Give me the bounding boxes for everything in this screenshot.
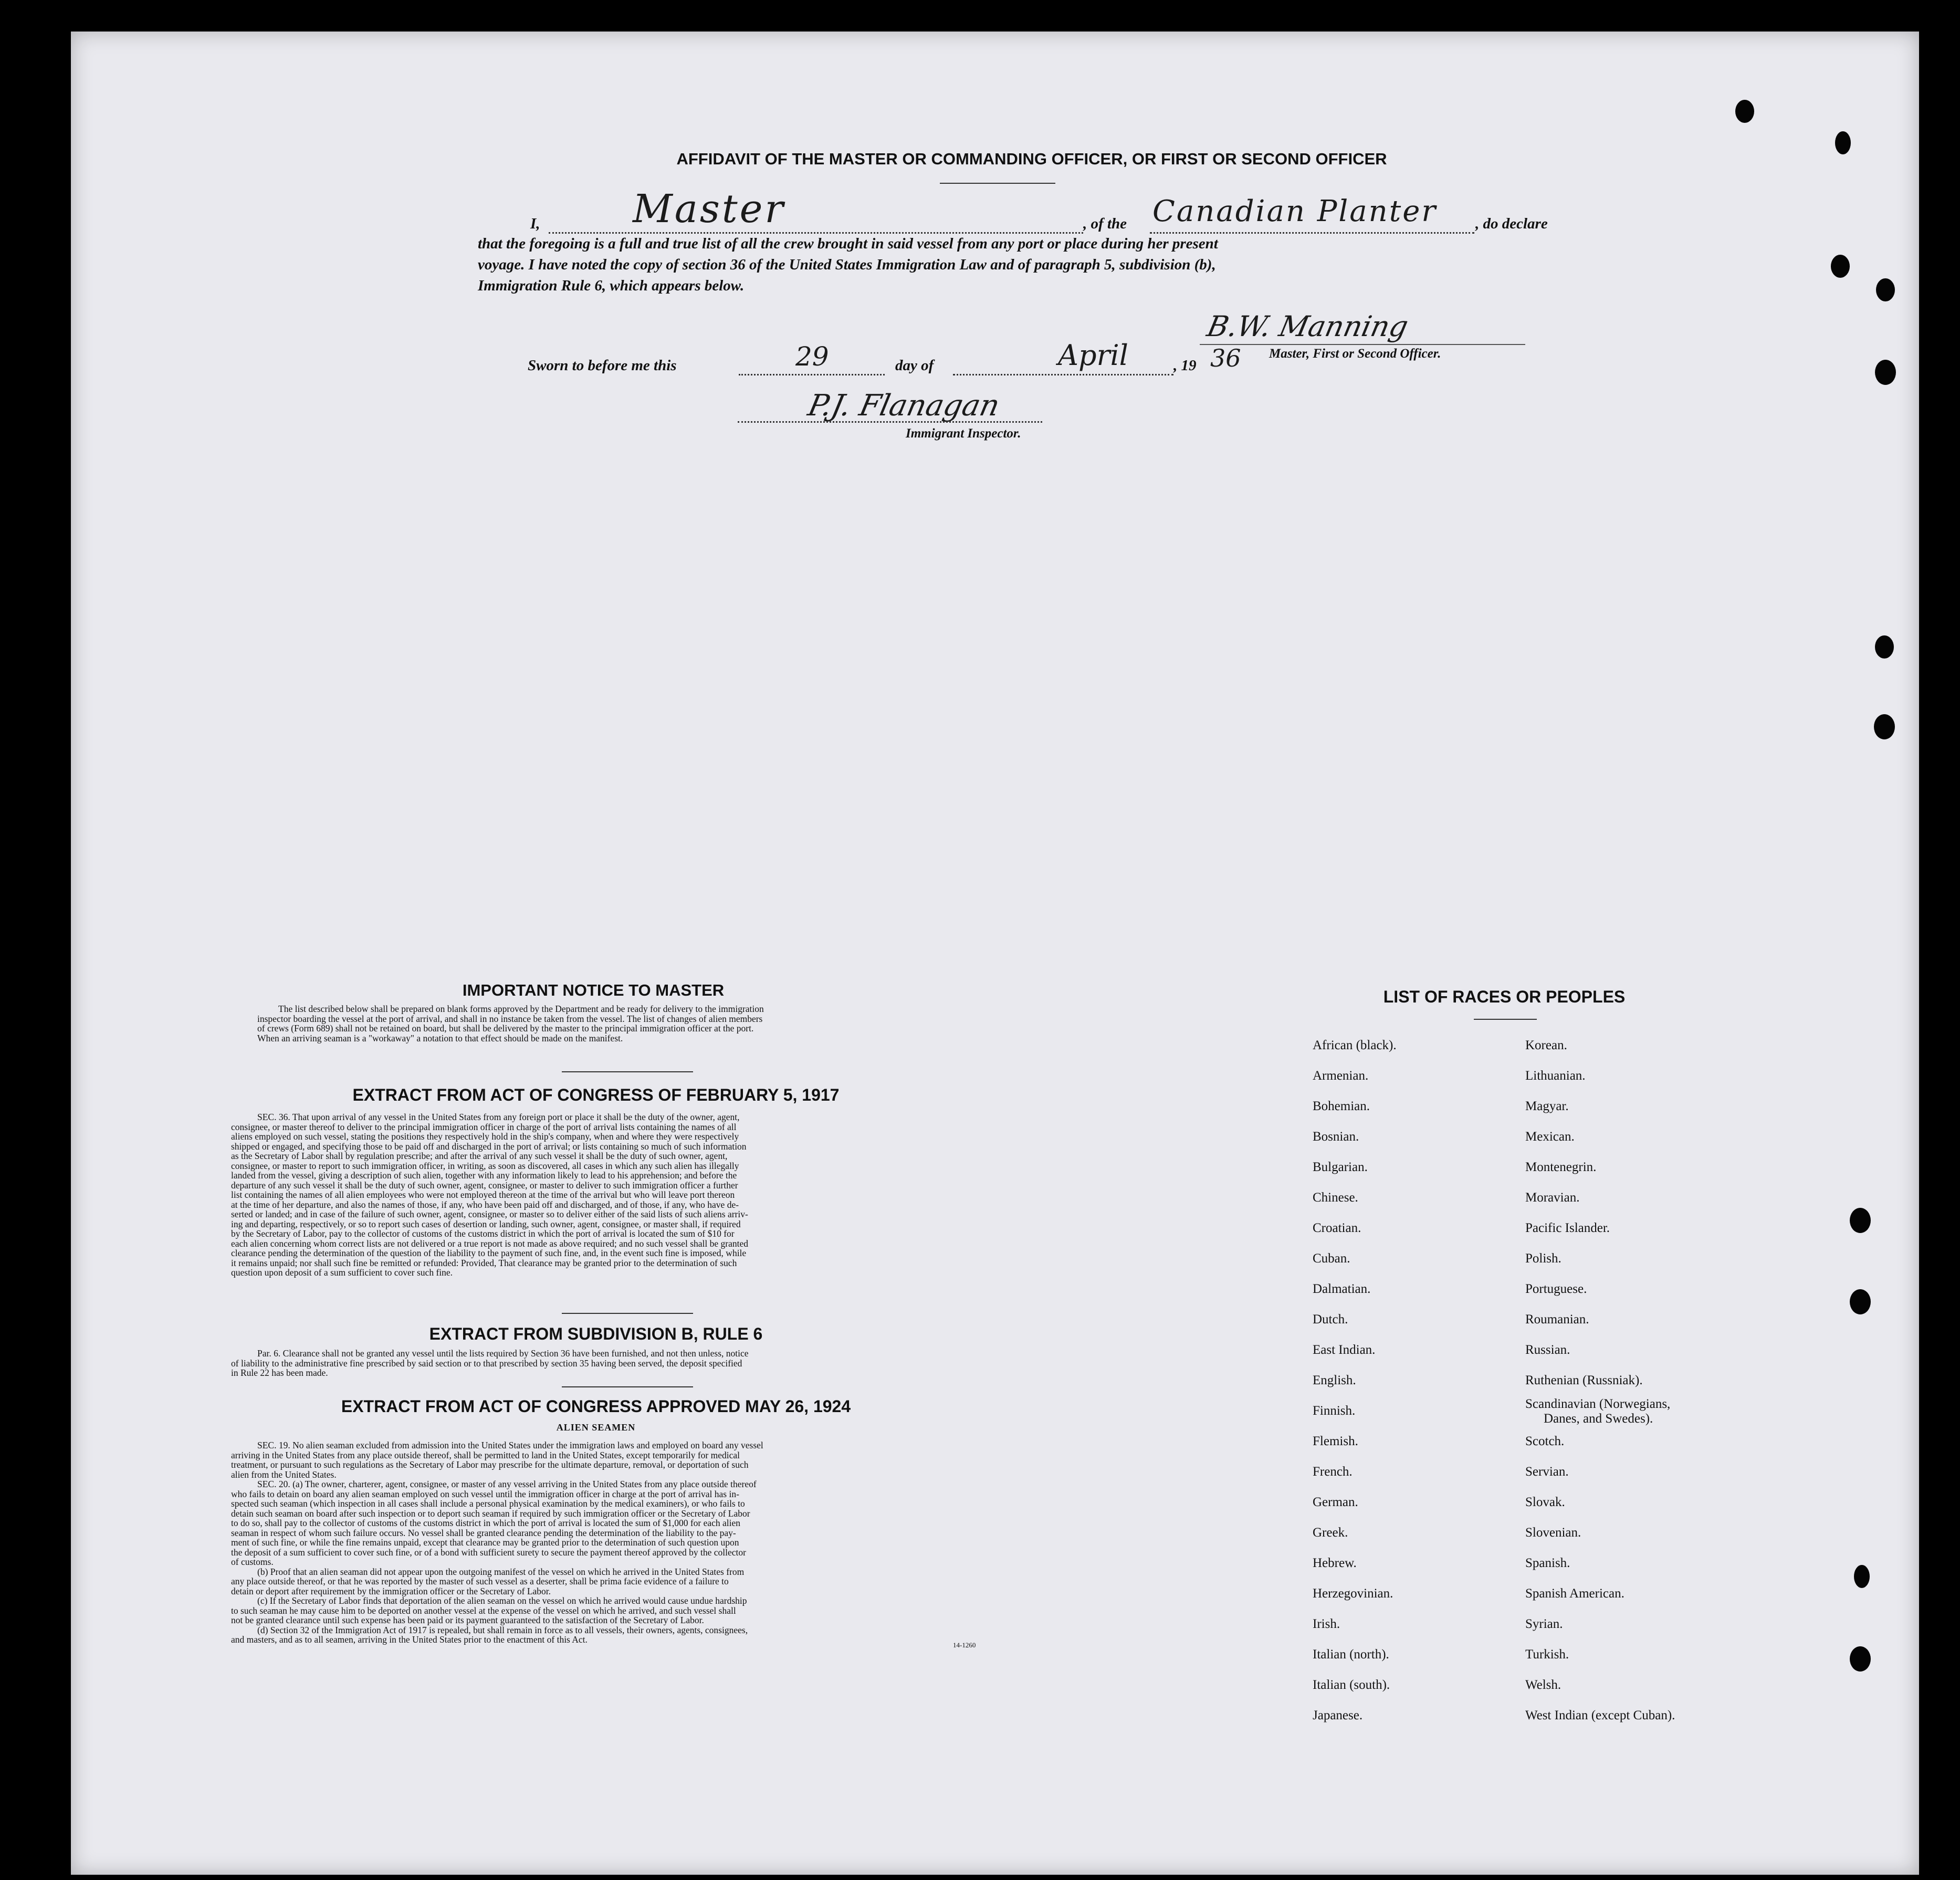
punch-hole [1875,360,1896,385]
extract-1924-line: detain such seaman on board after such inspection or to deport such seaman if required by such immigration officer or the Secretary of Labor [231,1508,750,1519]
race-item: Welsh. [1525,1678,1561,1692]
sworn-year: 36 [1210,344,1241,372]
race-item: French. [1313,1465,1353,1479]
race-item: African (black). [1313,1038,1397,1052]
day-line [739,374,885,375]
sworn-month: April [1058,339,1128,372]
extract-1917-line: each alien concerning whom correct lists are not delivered or a true report is not made as above required; and no such vessel shall be granted [231,1238,748,1249]
extract-1924-line: who fails to detain on board any alien seaman employed on such vessel until the immigration officer in charge at the port of arrival has in- [231,1488,739,1499]
extract-rule6-title: EXTRACT FROM SUBDIVISION B, RULE 6 [429,1324,763,1343]
notice-line: The list described below shall be prepared on blank forms approved by the Department and be ready for delivery to the immigration [278,1004,764,1014]
race-item: Italian (north). [1313,1647,1389,1662]
extract-1924-body [231,1440,992,1645]
extract-1917-line: by the Secretary of Labor, pay to the collector of customs of the customs district in which the port of arrival is located the sum of $10 for [231,1228,735,1239]
race-item: Montenegrin. [1525,1160,1597,1174]
extract-1924-line: to such seaman he may cause him to be deported on another vessel at the expense of the vessel on which he arrived, and such vessel shall [231,1605,736,1616]
punch-hole [1850,1208,1871,1233]
race-item: Bohemian. [1313,1099,1370,1113]
race-item: Moravian. [1525,1190,1580,1205]
extract-1924-line: to do so, shall pay to the collector of customs of the customs district in which the port of arrival is located the sum of $1,000 for each alien [231,1518,741,1528]
race-item: Servian. [1525,1465,1569,1479]
affidavit-title: AFFIDAVIT OF THE MASTER OR COMMANDING OFFICER, OR FIRST OR SECOND OFFICER [676,150,1387,168]
extract-1917-body [231,1112,992,1278]
race-item: Mexican. [1525,1130,1575,1144]
declaration-line-2: voyage. I have noted the copy of section 36 of the United States Immigration Law and of paragraph 5, subdivision (b), [478,256,1216,273]
notice-line: of crews (Form 689) shall not be retained on board, but shall be delivered by the master to the principal immigration officer at the port. [257,1023,754,1033]
extract-1917-line: departure of any such vessel it shall be the duty of such owner, agent, consignee, or master to deliver to such immigration officer a further [231,1179,738,1190]
extract-1924-line: SEC. 20. (a) The owner, charterer, agent, consignee, or master of any vessel arriving in the United States from any place outside thereof [257,1479,757,1489]
punch-hole [1854,1565,1870,1588]
race-item: Slovenian. [1525,1526,1581,1540]
race-item: Portuguese. [1525,1282,1587,1296]
notice-title: IMPORTANT NOTICE TO MASTER [462,981,725,999]
race-item: Bosnian. [1313,1130,1359,1144]
declaration-line-1: that the foregoing is a full and true list of all the crew brought in said vessel from any port or place during her present [478,235,1218,252]
punch-hole [1875,635,1894,659]
extract-1917-title: EXTRACT FROM ACT OF CONGRESS OF FEBRUARY 5, 1917 [352,1085,840,1104]
title-divider [940,183,1055,184]
extract-1917-line: consignee, or master to report to such immigration officer, in writing, as soon as discovered, all cases in which any such alien has illegally [231,1160,739,1171]
extract-1924-line: alien from the United States. [231,1469,337,1480]
extract-rule6-line: in Rule 22 has been made. [231,1367,328,1378]
extract-1917-line: at the time of her departure, and also the names of those, if any, who have been paid off and discharged, and of those, if any, who have de- [231,1199,739,1210]
race-item: East Indian. [1313,1343,1376,1357]
extract-1924-line: spected such seaman (which inspection in all cases shall include a personal physical examination by the medical examiners), or who fails to [231,1498,745,1509]
extract-1924-line: detain or deport after requirement by the immigration officer or the Secretary of Labor. [231,1585,551,1596]
extract-1924-title: EXTRACT FROM ACT OF CONGRESS APPROVED MAY 26, 1924 [341,1397,851,1416]
extract-rule6-line: Par. 6. Clearance shall not be granted any vessel until the lists required by Section 36 have been furnished, and not then unless, notice [257,1348,749,1359]
extract-1924-line: treatment, or pursuant to such regulations as the Secretary of Labor may prescribe for the ultimate departure, removal, or deportation of such [231,1459,749,1470]
races-title-divider [1474,1019,1537,1020]
extract-1924-line: the deposit of a sum sufficient to cover such fine, or of a bond with sufficient surety to secure the payment thereof approved by the collector [231,1547,746,1558]
punch-hole [1831,255,1850,278]
extract-1917-line: serted or landed; and in case of the failure of such owner, agent, consignee, or master so to deliver either of the said lists of such aliens arriv- [231,1209,748,1219]
notice-line: When an arriving seaman is a "workaway" a notation to that effect should be made on the manifest. [257,1032,623,1043]
race-item: Chinese. [1313,1190,1358,1205]
race-item: Armenian. [1313,1069,1369,1083]
extract-1924-line: seaman in respect of whom such failure occurs. No vessel shall be granted clearance pending the determination of the liability to the pay- [231,1527,736,1538]
form-number: 14-1260 [953,1641,976,1649]
year-prefix: , 19 [1173,357,1197,374]
extract-1924-line: (c) If the Secretary of Labor finds that deportation of the alien seaman on the vessel on which he arrived would cause undue hardship [257,1595,747,1606]
race-item: West Indian (except Cuban). [1525,1708,1675,1722]
of-the-label: , of the [1083,215,1127,232]
extract-1924-subtitle: ALIEN SEAMEN [556,1422,636,1433]
race-item: Scandinavian (Norwegians, [1525,1397,1671,1411]
vessel-line [1150,232,1474,234]
race-item: Korean. [1525,1038,1567,1052]
race-item: Irish. [1313,1617,1340,1631]
rank-line [549,232,1083,234]
master-signature: B.W. Manning [1204,310,1411,343]
race-item: English. [1313,1373,1356,1387]
extract-1917-line: list containing the names of all alien employees who were not employed thereon at the time of the arrival but who will leave port thereon [231,1189,735,1200]
race-item: Danes, and Swedes). [1544,1412,1653,1426]
extract-1917-line: question upon deposit of a sum sufficient to cover such fine. [231,1267,453,1278]
inspector-signature: P.J. Flanagan [805,389,1003,423]
document-page [71,32,1919,1875]
extract-1924-line: not be granted clearance until such expense has been paid or its payment guaranteed to the satisfaction of the Secretary of Labor. [231,1615,704,1625]
race-item: Greek. [1313,1526,1348,1540]
extract-1924-line: of customs. [231,1557,274,1567]
race-item: Pacific Islander. [1525,1221,1610,1235]
punch-hole [1850,1289,1871,1314]
extract-1924-line: and masters, and as to all seamen, arriving in the United States prior to the enactment of this Act. [231,1634,588,1645]
punch-hole [1876,278,1895,301]
extract-1917-line: consignee, or master thereof to deliver to the principal immigration officer in charge of the port of arrival lists containing the names of all [231,1121,737,1132]
extract-1917-line: clearance pending the determination of the question of the liability to the payment of such fine, and, in the event such fine is imposed, while [231,1248,747,1258]
rank-handwriting: Master [633,186,785,232]
extract-1924-line: any place outside thereof, or that he was reported by the master of such vessel as a deserter, shall be prima facie evidence of a failure to [231,1576,729,1586]
race-item: Roumanian. [1525,1312,1589,1327]
inspector-signature-line [738,421,1042,423]
race-item: Spanish American. [1525,1586,1624,1601]
race-item: Spanish. [1525,1556,1570,1570]
i-label: I, [530,215,540,232]
race-item: Italian (south). [1313,1678,1390,1692]
day-of-label: day of [895,357,934,374]
race-item: Syrian. [1525,1617,1563,1631]
notice-line: inspector boarding the vessel at the port of arrival, and shall in no instance be taken from the vessel. The list of changes of alien members [257,1013,763,1024]
sworn-day: 29 [795,341,829,372]
punch-hole [1874,714,1895,739]
vessel-handwriting: Canadian Planter [1152,194,1438,228]
race-item: Turkish. [1525,1647,1569,1662]
do-declare-label: , do declare [1475,215,1548,232]
race-item: Herzegovinian. [1313,1586,1393,1601]
extract-1917-line: landed from the vessel, giving a description of such alien, together with any information likely to lead to his apprehension; and before the [231,1170,737,1181]
notice-body [257,1004,987,1043]
race-item: Finnish. [1313,1404,1356,1418]
master-caption: Master, First or Second Officer. [1269,347,1441,361]
master-signature-line [1200,344,1525,345]
punch-hole [1835,131,1851,154]
section-divider [562,1386,693,1387]
extract-1924-line: SEC. 19. No alien seaman excluded from admission into the United States under the immigration laws and employed on board any vessel [257,1440,763,1450]
race-item: Dutch. [1313,1312,1348,1327]
race-item: Ruthenian (Russniak). [1525,1373,1643,1387]
extract-rule6-body [231,1349,992,1378]
extract-1917-line: aliens employed on such vessel, stating the positions they respectively hold in the ship's company, when and where they were respectively [231,1131,739,1142]
races-title: LIST OF RACES OR PEOPLES [1383,987,1626,1006]
race-item: Flemish. [1313,1434,1358,1448]
extract-1924-line: (d) Section 32 of the Immigration Act of 1917 is repealed, but shall remain in force as to all vessels, their owners, agents, consignees, [257,1624,748,1635]
race-item: Croatian. [1313,1221,1361,1235]
extract-1917-line: as the Secretary of Labor shall by regulation prescribe; and after the arrival of any such vessel it shall be the duty of such owner, agent, [231,1151,728,1161]
extract-1917-line: SEC. 36. That upon arrival of any vessel in the United States from any foreign port or place it shall be the duty of the owner, agent, [257,1112,740,1122]
race-item: Russian. [1525,1343,1570,1357]
race-item: Lithuanian. [1525,1069,1586,1083]
race-item: Dalmatian. [1313,1282,1371,1296]
extract-1924-line: arriving in the United States from any place outside thereof, shall be permitted to land in the United States, except temporarily for medical [231,1449,740,1460]
section-divider [562,1071,693,1072]
race-item: Cuban. [1313,1251,1350,1266]
declaration-line-3: Immigration Rule 6, which appears below. [478,277,745,294]
race-item: Hebrew. [1313,1556,1357,1570]
race-item: Bulgarian. [1313,1160,1368,1174]
race-item: Magyar. [1525,1099,1569,1113]
extract-1924-line: (b) Proof that an alien seaman did not appear upon the outgoing manifest of the vessel on which he arrived in the United States from [257,1566,745,1577]
punch-hole [1735,100,1754,123]
race-item: Scotch. [1525,1434,1565,1448]
extract-1917-line: shipped or engaged, and specifying those to be paid off and discharged in the port of arrival; or lists containing so much of such information [231,1141,747,1152]
extract-1917-line: it remains unpaid; nor shall such fine be remitted or refunded: Provided, That clearance may be granted prior to the determination of such [231,1257,737,1268]
punch-hole [1850,1646,1871,1672]
extract-1917-line: ing and departing, respectively, or so to report such cases of desertion or landing, such owner, agent, consignee, or master shall, if required [231,1218,741,1229]
extract-rule6-line: of liability to the administrative fine prescribed by said section or to that prescribed by section 35 having been served, the deposit specified [231,1357,742,1369]
sworn-label: Sworn to before me this [528,357,677,374]
extract-1924-line: ment of such fine, or while the fine remains unpaid, except that clearance may be granted prior to the determination of such question upon [231,1537,739,1548]
section-divider [562,1313,693,1314]
inspector-caption: Immigrant Inspector. [906,426,1021,441]
race-item: German. [1313,1495,1358,1509]
race-item: Japanese. [1313,1708,1363,1722]
race-item: Slovak. [1525,1495,1565,1509]
race-item: Polish. [1525,1251,1561,1266]
month-line [953,374,1173,375]
